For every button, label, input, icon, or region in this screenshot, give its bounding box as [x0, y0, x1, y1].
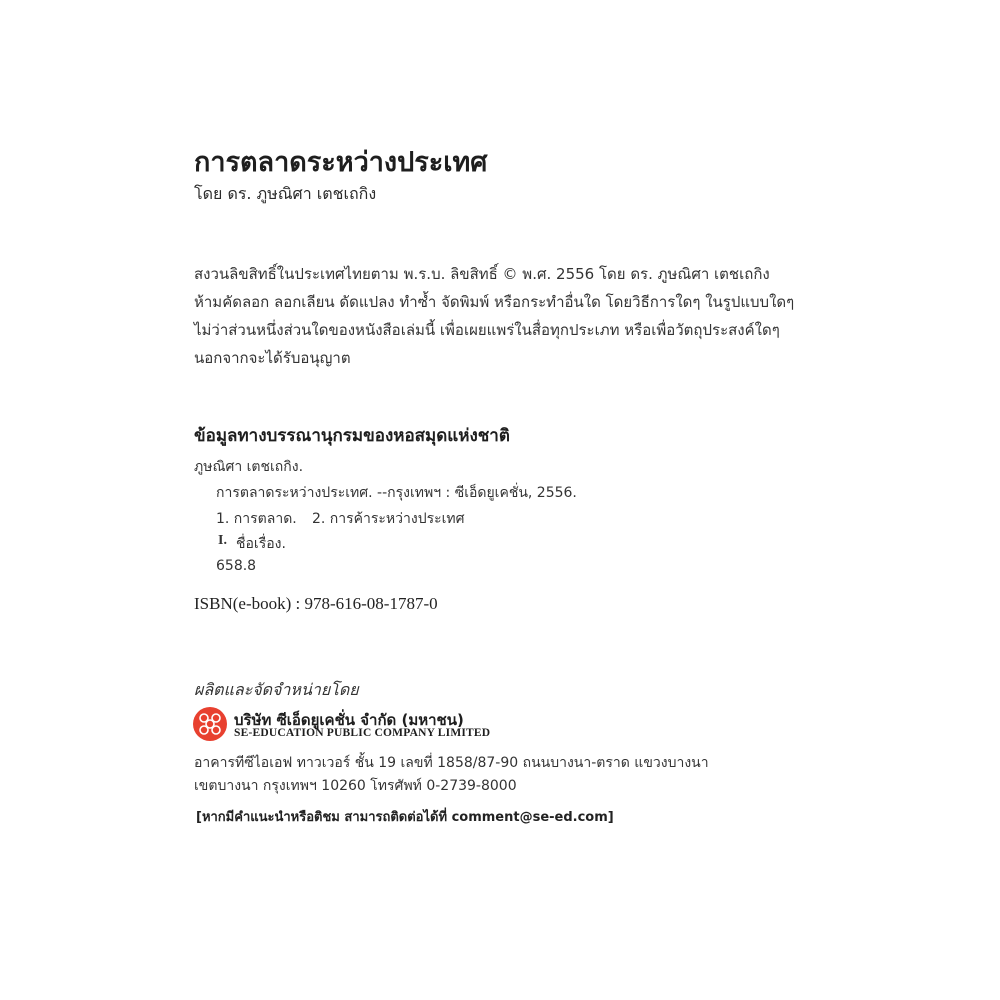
contact-note: [หากมีคำแนะนำหรือติชม สามารถติดต่อได้ที่ comment@se-ed.com] [196, 810, 614, 825]
cip-title-numeral: I. [218, 533, 227, 548]
distributed-by-label: ผลิตและจัดจำหน่ายโดย [194, 680, 359, 699]
cip-author: ภูษณิศา เตชเถกิง. [194, 459, 304, 475]
copyright-line-3: ไม่ว่าส่วนหนึ่งส่วนใดของหนังสือเล่มนี้ เพื่อเผยแพร่ในสื่อทุกประเภท หรือเพื่อวัตถุประสงค์ใดๆ [194, 321, 780, 339]
cip-imprint: การตลาดระหว่างประเทศ. --กรุงเทพฯ : ซีเอ็ดยูเคชั่น, 2556. [216, 485, 577, 501]
cip-subject-2: 2. การค้าระหว่างประเทศ [312, 511, 465, 527]
copyright-line-2: ห้ามคัดลอก ลอกเลียน ดัดแปลง ทำซ้ำ จัดพิมพ์ หรือกระทำอื่นใด โดยวิธีการใดๆ ในรูปแบบใดๆ [194, 293, 795, 311]
publisher-name-english: SE-EDUCATION PUBLIC COMPANY LIMITED [234, 727, 491, 739]
cip-classification: 658.8 [216, 558, 257, 574]
se-ed-logo-icon [193, 707, 227, 741]
address-line-2: เขตบางนา กรุงเทพฯ 10260 โทรศัพท์ 0-2739-8000 [194, 778, 517, 794]
cip-subject-1: 1. การตลาด. [216, 511, 297, 527]
cip-title-entry: ชื่อเรื่อง. [236, 536, 286, 552]
author-byline: โดย ดร. ภูษณิศา เตชเถกิง [194, 184, 377, 203]
book-title: การตลาดระหว่างประเทศ [194, 147, 488, 178]
address-line-1: อาคารทีซีไอเอฟ ทาวเวอร์ ชั้น 19 เลขที่ 1858/87-90 ถนนบางนา-ตราด แขวงบางนา [194, 755, 709, 771]
cip-heading: ข้อมูลทางบรรณานุกรมของหอสมุดแห่งชาติ [194, 426, 510, 446]
isbn: ISBN(e-book) : 978-616-08-1787-0 [194, 594, 438, 613]
copyright-line-4: นอกจากจะได้รับอนุญาต [194, 349, 351, 367]
publisher-name-thai: บริษัท ซีเอ็ดยูเคชั่น จำกัด (มหาชน) [234, 711, 464, 729]
copyright-line-1: สงวนลิขสิทธิ์ในประเทศไทยตาม พ.ร.บ. ลิขสิทธิ์ © พ.ศ. 2556 โดย ดร. ภูษณิศา เตชเถกิง [194, 265, 770, 283]
